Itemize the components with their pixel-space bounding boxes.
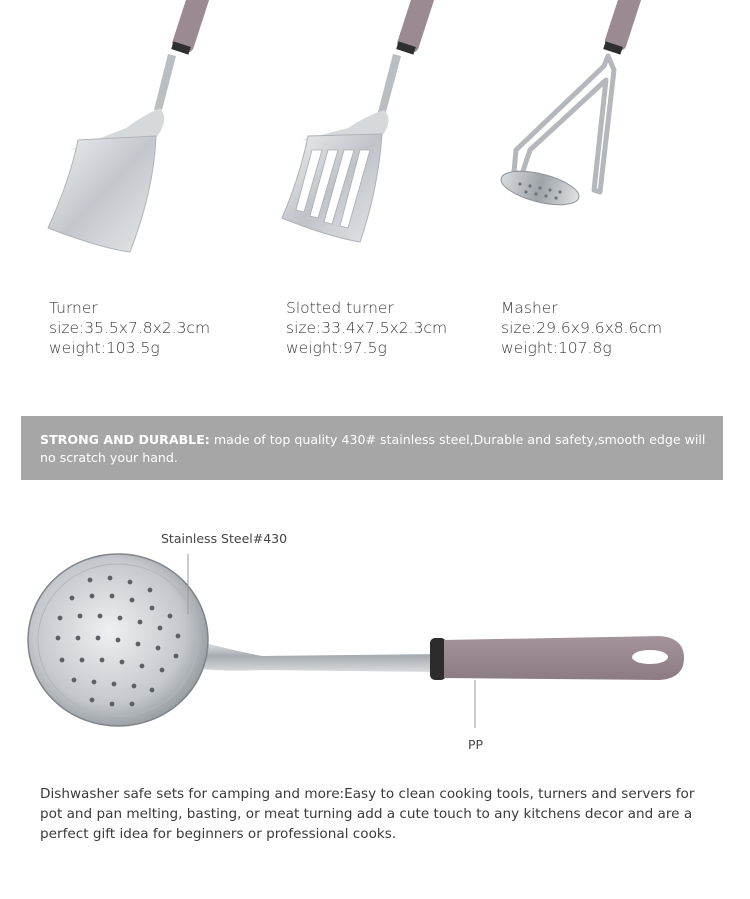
turner-spec [49, 298, 210, 358]
slotted-turner-weight: weight:97.5g [286, 339, 387, 357]
product-description: Dishwasher safe sets for camping and more:Easy to clean cooking tools, turners and servers for pot and pan melting, basting, or meat turning add a cute touch to any kitchens decor and are a perfect gift idea for beginners or professional cooks. [40, 786, 695, 842]
turner-size: size:35.5x7.8x2.3cm [49, 319, 211, 337]
masher-spec [501, 298, 662, 358]
banner-heading: STRONG AND DURABLE: [40, 432, 210, 447]
slotted-turner-name: Slotted turner [286, 299, 394, 317]
masher-size: size:29.6x9.6x8.6cm [501, 319, 663, 337]
durability-banner [21, 416, 723, 480]
turner-weight: weight:103.5g [49, 339, 160, 357]
masher-name: Masher [501, 299, 558, 317]
slotted-turner-size: size:33.4x7.5x2.3cm [286, 319, 448, 337]
masher-image [490, 0, 690, 280]
turner-name: Turner [49, 299, 98, 317]
steel-callout: Stainless Steel#430 [161, 531, 288, 546]
slotted-turner-spec [286, 298, 447, 358]
masher-weight: weight:107.8g [501, 339, 612, 357]
skimmer-image [0, 490, 750, 770]
banner-text: made of top quality 430# stainless steel,Durable and safety,smooth edge will no scratch your hand. [40, 432, 706, 465]
slotted-turner-image [270, 0, 470, 280]
handle-callout: PP [468, 737, 484, 752]
turner-image [30, 0, 230, 280]
